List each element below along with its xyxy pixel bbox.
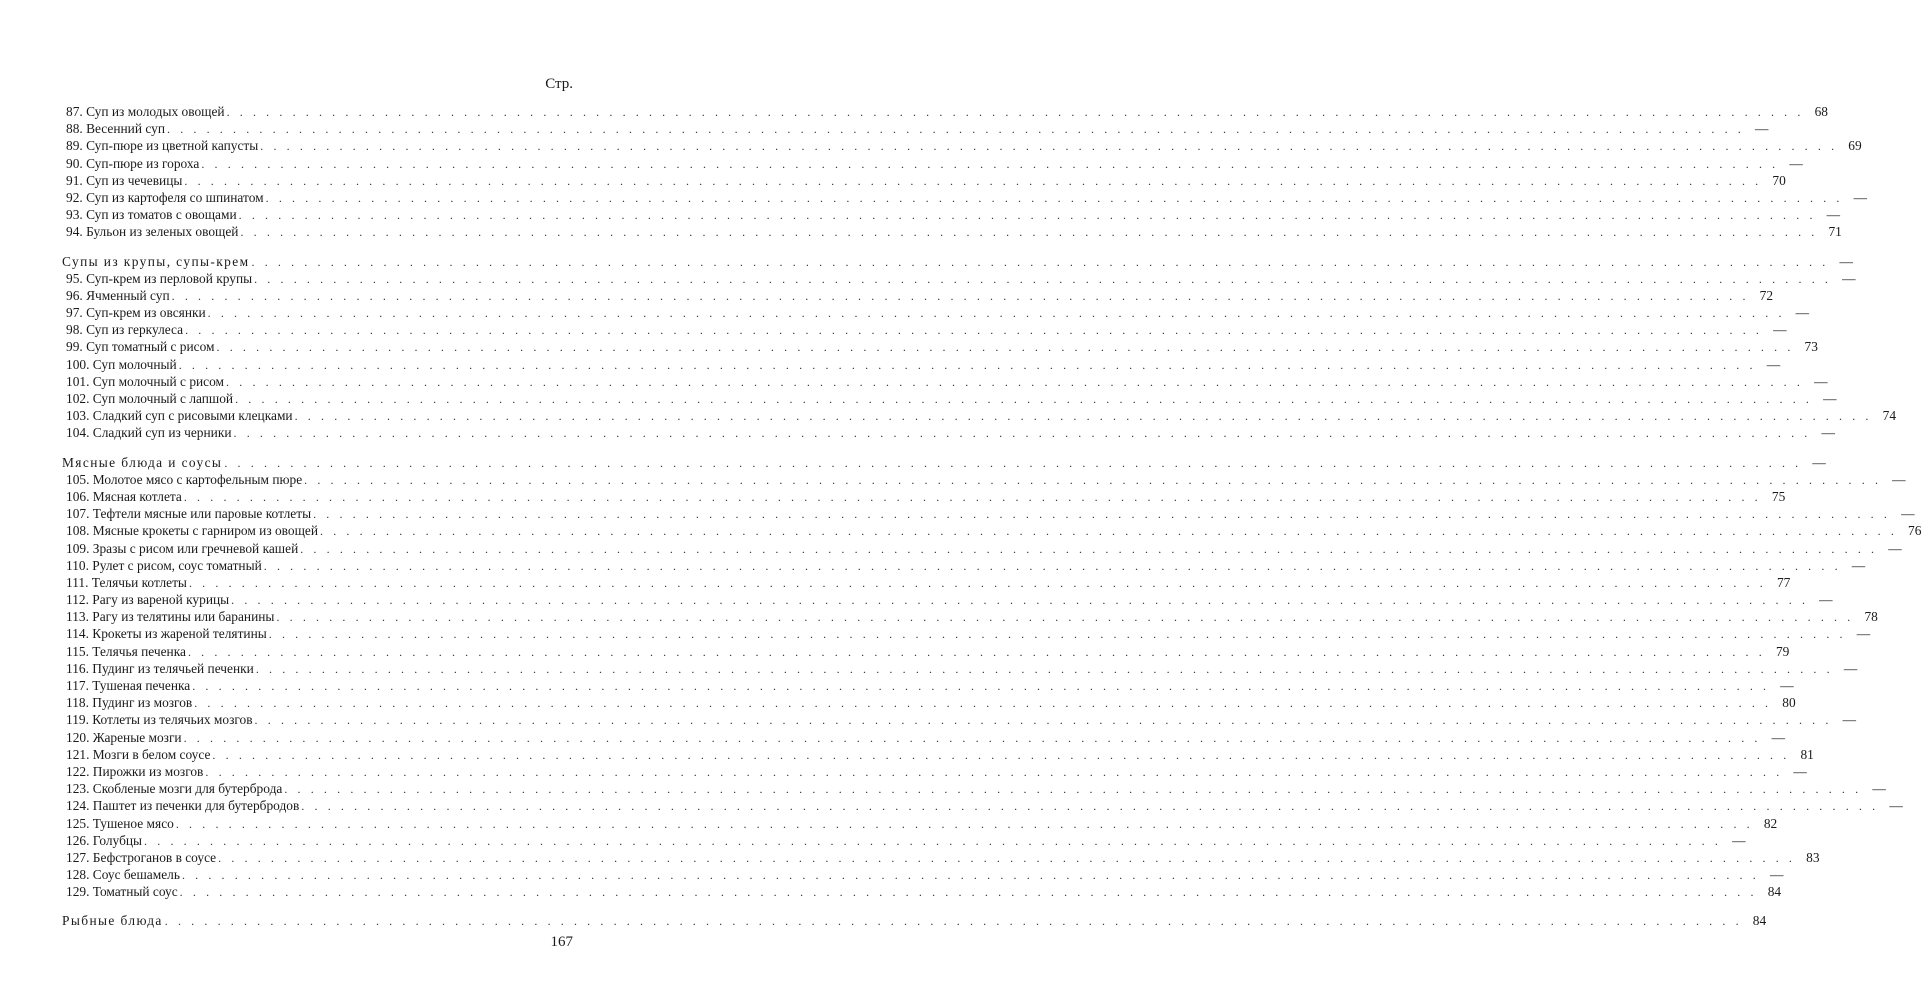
- toc-entry-title: 116. Пудинг из телячьей печенки: [66, 660, 254, 676]
- toc-entry-title: 115. Телячья печенка: [66, 643, 186, 659]
- toc-entry-page: 80: [1782, 695, 1796, 711]
- toc-entry-title: 121. Мозги в белом соусе: [66, 746, 211, 762]
- dot-leader: . . . . . . . . . . . . . . . . . . . . . . . . . . . . . . . . . . . . . . . . . . . . . . . . . . . . . . . . . . . . . . . . . . . . . . . . . . . . . . . . . . . . . . . . . . . . . . . . . . . . . . . . . . . . . . . . . . . . . . . .: [276, 610, 1854, 625]
- toc-section-heading-title: Мясные блюда и соусы: [62, 454, 223, 470]
- dot-leader: . . . . . . . . . . . . . . . . . . . . . . . . . . . . . . . . . . . . . . . . . . . . . . . . . . . . . . . . . . . . . . . . . . . . . . . . . . . . . . . . . . . . . . . . . . . . . . . . . . . . . . . . . . . . . . . . . . . . . . . .: [188, 575, 1767, 590]
- dot-leader: . . . . . . . . . . . . . . . . . . . . . . . . . . . . . . . . . . . . . . . . . . . . . . . . . . . . . . . . . . . . . . . . . . . . . . . . . . . . . . . . . . . . . . . . . . . . . . . . . . . . . . . . . . . . . . . . . . . . . . . .: [175, 816, 1754, 831]
- toc-entry-title: 118. Пудинг из мозгов: [66, 695, 193, 711]
- toc-entry-page: —: [1842, 270, 1856, 286]
- toc-section-heading: [62, 253, 1853, 270]
- toc-entry-title: 99. Суп томатный с рисом: [66, 339, 215, 355]
- dot-leader: . . . . . . . . . . . . . . . . . . . . . . . . . . . . . . . . . . . . . . . . . . . . . . . . . . . . . . . . . . . . . . . . . . . . . . . . . . . . . . . . . . . . . . . . . . . . . . . . . . . . . . . . . . . . . . . . . . . . . . . .: [251, 254, 1829, 269]
- dot-leader: . . . . . . . . . . . . . . . . . . . . . . . . . . . . . . . . . . . . . . . . . . . . . . . . . . . . . . . . . . . . . . . . . . . . . . . . . . . . . . . . . . . . . . . . . . . . . . . . . . . . . . . . . . . . . . . . . . . . . . . .: [294, 409, 1873, 424]
- toc-entry: [62, 797, 1903, 814]
- dot-leader: . . . . . . . . . . . . . . . . . . . . . . . . . . . . . . . . . . . . . . . . . . . . . . . . . . . . . . . . . . . . . . . . . . . . . . . . . . . . . . . . . . . . . . . . . . . . . . . . . . . . . . . . . . . . . . . . . . . . . . . .: [238, 208, 1817, 223]
- toc-entry-title: 120. Жареные мозги: [66, 729, 182, 745]
- toc-section-heading-title: Супы из крупы, супы-крем: [62, 253, 250, 269]
- toc-entry-page: —: [1814, 373, 1828, 389]
- dot-leader: . . . . . . . . . . . . . . . . . . . . . . . . . . . . . . . . . . . . . . . . . . . . . . . . . . . . . . . . . . . . . . . . . . . . . . . . . . . . . . . . . . . . . . . . . . . . . . . . . . . . . . . . . . . . . . . . . . . . . . . .: [183, 489, 1762, 504]
- dot-leader: . . . . . . . . . . . . . . . . . . . . . . . . . . . . . . . . . . . . . . . . . . . . . . . . . . . . . . . . . . . . . . . . . . . . . . . . . . . . . . . . . . . . . . . . . . . . . . . . . . . . . . . . . . . . . . . . . . . . . . . .: [184, 173, 1762, 188]
- dot-leader: . . . . . . . . . . . . . . . . . . . . . . . . . . . . . . . . . . . . . . . . . . . . . . . . . . . . . . . . . . . . . . . . . . . . . . . . . . . . . . . . . . . . . . . . . . . . . . . . . . . . . . . . . . . . . . . . . . . . . . . .: [171, 288, 1750, 303]
- toc-entry: [62, 206, 1841, 223]
- toc-entry-page: —: [1755, 121, 1769, 137]
- toc-entry-page: —: [1771, 729, 1786, 745]
- toc-entry: [62, 287, 1774, 304]
- toc-entry: [62, 883, 1782, 900]
- toc-entry-title: 104. Сладкий суп из черники: [66, 425, 232, 441]
- toc-entry-title: 100. Суп молочный: [66, 356, 177, 372]
- page-number: 167: [550, 934, 573, 950]
- toc-entry-title: 110. Рулет с рисом, соус томатный: [66, 557, 262, 573]
- toc-entry: [62, 729, 1786, 746]
- dot-leader: . . . . . . . . . . . . . . . . . . . . . . . . . . . . . . . . . . . . . . . . . . . . . . . . . . . . . . . . . . . . . . . . . . . . . . . . . . . . . . . . . . . . . . . . . . . . . . . . . . . . . . . . . . . . . . . . . . . . . . . .: [201, 156, 1779, 171]
- toc-entry: [62, 780, 1886, 797]
- dot-leader: . . . . . . . . . . . . . . . . . . . . . . . . . . . . . . . . . . . . . . . . . . . . . . . . . . . . . . . . . . . . . . . . . . . . . . . . . . . . . . . . . . . . . . . . . . . . . . . . . . . . . . . . . . . . . . . . . . . . . . . .: [255, 661, 1834, 676]
- toc-entry: [62, 849, 1820, 866]
- dot-leader: . . . . . . . . . . . . . . . . . . . . . . . . . . . . . . . . . . . . . . . . . . . . . . . . . . . . . . . . . . . . . . . . . . . . . . . . . . . . . . . . . . . . . . . . . . . . . . . . . . . . . . . . . . . . . . . . . . . . . . . .: [265, 190, 1844, 205]
- toc-entry-title: 106. Мясная котлета: [66, 488, 182, 504]
- toc-entry: [62, 304, 1810, 321]
- toc-entry-page: —: [1795, 305, 1810, 321]
- dot-leader: . . . . . . . . . . . . . . . . . . . . . . . . . . . . . . . . . . . . . . . . . . . . . . . . . . . . . . . . . . . . . . . . . . . . . . . . . . . . . . . . . . . . . . . . . . . . . . . . . . . . . . . . . . . . . . . . . . . . . . . .: [284, 782, 1862, 797]
- toc-entry: [62, 677, 1794, 694]
- toc-entry: [62, 155, 1803, 172]
- toc-entry-page: —: [1843, 660, 1858, 676]
- toc-entry: [62, 137, 1862, 154]
- table-of-contents: [62, 103, 1921, 930]
- toc-entry-title: 124. Паштет из печенки для бутербродов: [66, 798, 300, 814]
- toc-entry-page: —: [1823, 391, 1837, 406]
- toc-entry-title: 128. Соус бешамель: [66, 867, 180, 883]
- toc-section-heading-page: 84: [1752, 913, 1767, 929]
- dot-leader: . . . . . . . . . . . . . . . . . . . . . . . . . . . . . . . . . . . . . . . . . . . . . . . . . . . . . . . . . . . . . . . . . . . . . . . . . . . . . . . . . . . . . . . . . . . . . . . . . . . . . . . . . . . . . . . . . . . . . . . .: [218, 850, 1796, 865]
- dot-leader: . . . . . . . . . . . . . . . . . . . . . . . . . . . . . . . . . . . . . . . . . . . . . . . . . . . . . . . . . . . . . . . . . . . . . . . . . . . . . . . . . . . . . . . . . . . . . . . . . . . . . . . . . . . . . . . . . . . . . . . .: [207, 306, 1786, 321]
- dot-leader: . . . . . . . . . . . . . . . . . . . . . . . . . . . . . . . . . . . . . . . . . . . . . . . . . . . . . . . . . . . . . . . . . . . . . . . . . . . . . . . . . . . . . . . . . . . . . . . . . . . . . . . . . . . . . . . . . . . . . . . .: [320, 524, 1898, 539]
- toc-entry-title: 95. Суп-крем из перловой крупы: [66, 270, 253, 286]
- toc-entry-title: 125. Тушеное мясо: [66, 815, 174, 831]
- toc-entry-page: 81: [1800, 746, 1814, 762]
- dot-leader: . . . . . . . . . . . . . . . . . . . . . . . . . . . . . . . . . . . . . . . . . . . . . . . . . . . . . . . . . . . . . . . . . . . . . . . . . . . . . . . . . . . . . . . . . . . . . . . . . . . . . . . . . . . . . . . . . . . . . . . .: [194, 696, 1772, 711]
- dot-leader: . . . . . . . . . . . . . . . . . . . . . . . . . . . . . . . . . . . . . . . . . . . . . . . . . . . . . . . . . . . . . . . . . . . . . . . . . . . . . . . . . . . . . . . . . . . . . . . . . . . . . . . . . . . . . . . . . . . . . . . .: [254, 713, 1832, 728]
- toc-entry-title: 119. Котлеты из телячьих мозгов: [66, 712, 253, 728]
- toc-entry-page: 84: [1767, 884, 1782, 900]
- toc-entry-page: —: [1872, 781, 1886, 797]
- toc-entry: [62, 338, 1818, 355]
- toc-entry-page: 72: [1759, 287, 1774, 303]
- toc-entry-title: 103. Сладкий суп с рисовыми клецками: [66, 408, 293, 424]
- dot-leader: . . . . . . . . . . . . . . . . . . . . . . . . . . . . . . . . . . . . . . . . . . . . . . . . . . . . . . . . . . . . . . . . . . . . . . . . . . . . . . . . . . . . . . . . . . . . . . . . . . . . . . . . . . . . . . . . . . . . . . . .: [205, 764, 1783, 779]
- toc-entry-page: —: [1892, 471, 1906, 487]
- toc-entry-title: 105. Молотое мясо с картофельным пюре: [66, 471, 303, 487]
- toc-entry: [62, 711, 1856, 728]
- toc-entry-page: —: [1773, 322, 1787, 338]
- dot-leader: . . . . . . . . . . . . . . . . . . . . . . . . . . . . . . . . . . . . . . . . . . . . . . . . . . . . . . . . . . . . . . . . . . . . . . . . . . . . . . . . . . . . . . . . . . . . . . . . . . . . . . . . . . . . . . . . . . . . . . . .: [144, 833, 1722, 848]
- toc-entry: [62, 574, 1791, 591]
- toc-entry-title: 96. Ячменный суп: [66, 287, 170, 303]
- dot-leader: . . . . . . . . . . . . . . . . . . . . . . . . . . . . . . . . . . . . . . . . . . . . . . . . . . . . . . . . . . . . . . . . . . . . . . . . . . . . . . . . . . . . . . . . . . . . . . . . . . . . . . . . . . . . . . . . . . . . . . . .: [240, 225, 1818, 240]
- toc-section-heading-title: Рыбные блюда: [62, 913, 163, 929]
- toc-entry: [62, 424, 1835, 441]
- toc-entry-page: 83: [1806, 849, 1820, 865]
- toc-entry-page: —: [1766, 356, 1781, 372]
- toc-section-heading-page: —: [1812, 454, 1826, 470]
- toc-entry-page: 69: [1848, 138, 1862, 154]
- toc-entry-title: 92. Суп из картофеля со шпинатом: [66, 189, 264, 205]
- toc-entry: [62, 815, 1778, 832]
- toc-entry-title: 102. Суп молочный с лапшой: [66, 391, 234, 406]
- toc-entry-title: 114. Крокеты из жареной телятины: [66, 626, 267, 642]
- toc-entry-page: —: [1789, 155, 1803, 171]
- toc-entry-page: —: [1826, 207, 1841, 223]
- toc-entry-page: 79: [1775, 643, 1790, 659]
- toc-entry-title: 122. Пирожки из мозгов: [66, 763, 204, 779]
- dot-leader: . . . . . . . . . . . . . . . . . . . . . . . . . . . . . . . . . . . . . . . . . . . . . . . . . . . . . . . . . . . . . . . . . . . . . . . . . . . . . . . . . . . . . . . . . . . . . . . . . . . . . . . . . . . . . . . . . . . . . . . .: [216, 340, 1794, 355]
- toc-entry-title: 108. Мясные крокеты с гарниром из овощей: [66, 523, 319, 539]
- toc-section-heading: [62, 912, 1767, 929]
- toc-entry-page: —: [1842, 712, 1856, 728]
- toc-entry: [62, 270, 1856, 287]
- toc-entry-title: 107. Тефтели мясные или паровые котлеты: [66, 506, 312, 522]
- toc-entry-page: 70: [1772, 172, 1786, 188]
- toc-entry: [62, 103, 1828, 120]
- toc-entry: [62, 471, 1906, 488]
- dot-leader: . . . . . . . . . . . . . . . . . . . . . . . . . . . . . . . . . . . . . . . . . . . . . . . . . . . . . . . . . . . . . . . . . . . . . . . . . . . . . . . . . . . . . . . . . . . . . . . . . . . . . . . . . . . . . . . . . . . . . . . .: [178, 357, 1757, 372]
- toc-entry: [62, 694, 1796, 711]
- toc-entry-title: 94. Бульон из зеленых овощей: [66, 224, 239, 240]
- toc-entry-page: 75: [1771, 488, 1786, 504]
- toc-entry-title: 112. Рагу из вареной курицы: [66, 592, 230, 608]
- dot-leader: . . . . . . . . . . . . . . . . . . . . . . . . . . . . . . . . . . . . . . . . . . . . . . . . . . . . . . . . . . . . . . . . . . . . . . . . . . . . . . . . . . . . . . . . . . . . . . . . . . . . . . . . . . . . . . . . . . . . . . . .: [304, 472, 1882, 487]
- toc-entry: [62, 591, 1833, 608]
- dot-leader: . . . . . . . . . . . . . . . . . . . . . . . . . . . . . . . . . . . . . . . . . . . . . . . . . . . . . . . . . . . . . . . . . . . . . . . . . . . . . . . . . . . . . . . . . . . . . . . . . . . . . . . . . . . . . . . . . . . . . . . .: [300, 541, 1878, 556]
- dot-leader: . . . . . . . . . . . . . . . . . . . . . . . . . . . . . . . . . . . . . . . . . . . . . . . . . . . . . . . . . . . . . . . . . . . . . . . . . . . . . . . . . . . . . . . . . . . . . . . . . . . . . . . . . . . . . . . . . . . . . . . .: [263, 558, 1842, 573]
- toc-entry-title: 93. Суп из томатов с овощами: [66, 207, 237, 223]
- toc-section-heading-page: —: [1839, 253, 1853, 269]
- toc-entry-page: 74: [1882, 408, 1897, 424]
- toc-entry-page: —: [1819, 592, 1833, 608]
- toc-entry: [62, 557, 1866, 574]
- toc-entry-page: —: [1769, 867, 1784, 883]
- toc-entry: [62, 407, 1897, 424]
- toc-entry: [62, 321, 1787, 338]
- toc-entry: [62, 356, 1781, 373]
- dot-leader: . . . . . . . . . . . . . . . . . . . . . . . . . . . . . . . . . . . . . . . . . . . . . . . . . . . . . . . . . . . . . . . . . . . . . . . . . . . . . . . . . . . . . . . . . . . . . . . . . . . . . . . . . . . . . . . . . . . . . . . .: [224, 455, 1802, 470]
- dot-leader: . . . . . . . . . . . . . . . . . . . . . . . . . . . . . . . . . . . . . . . . . . . . . . . . . . . . . . . . . . . . . . . . . . . . . . . . . . . . . . . . . . . . . . . . . . . . . . . . . . . . . . . . . . . . . . . . . . . . . . . .: [254, 271, 1832, 286]
- toc-entry-title: 90. Суп-пюре из гороха: [66, 155, 200, 171]
- toc-entry-title: 129. Томатный соус: [66, 884, 178, 900]
- toc-entry-page: 76: [1908, 523, 1921, 539]
- dot-leader: . . . . . . . . . . . . . . . . . . . . . . . . . . . . . . . . . . . . . . . . . . . . . . . . . . . . . . . . . . . . . . . . . . . . . . . . . . . . . . . . . . . . . . . . . . . . . . . . . . . . . . . . . . . . . . . . . . . . . . . .: [233, 426, 1811, 441]
- toc-entry-title: 91. Суп из чечевицы: [66, 172, 183, 188]
- toc-section-heading: [62, 454, 1826, 471]
- toc-entry-title: 88. Весенний суп: [66, 121, 165, 137]
- dot-leader: . . . . . . . . . . . . . . . . . . . . . . . . . . . . . . . . . . . . . . . . . . . . . . . . . . . . . . . . . . . . . . . . . . . . . . . . . . . . . . . . . . . . . . . . . . . . . . . . . . . . . . . . . . . . . . . . . . . . . . . .: [260, 139, 1838, 154]
- dot-leader: . . . . . . . . . . . . . . . . . . . . . . . . . . . . . . . . . . . . . . . . . . . . . . . . . . . . . . . . . . . . . . . . . . . . . . . . . . . . . . . . . . . . . . . . . . . . . . . . . . . . . . . . . . . . . . . . . . . . . . . .: [226, 374, 1804, 389]
- toc-entry: [62, 660, 1858, 677]
- toc-entry: [62, 866, 1784, 883]
- dot-leader: . . . . . . . . . . . . . . . . . . . . . . . . . . . . . . . . . . . . . . . . . . . . . . . . . . . . . . . . . . . . . . . . . . . . . . . . . . . . . . . . . . . . . . . . . . . . . . . . . . . . . . . . . . . . . . . . . . . . . . . .: [181, 868, 1760, 883]
- toc-entry: [62, 746, 1814, 763]
- toc-entry-page: 82: [1763, 815, 1778, 831]
- dot-leader: . . . . . . . . . . . . . . . . . . . . . . . . . . . . . . . . . . . . . . . . . . . . . . . . . . . . . . . . . . . . . . . . . . . . . . . . . . . . . . . . . . . . . . . . . . . . . . . . . . . . . . . . . . . . . . . . . . . . . . . .: [192, 679, 1770, 693]
- toc-entry: [62, 120, 1769, 137]
- toc-entry: [62, 763, 1807, 780]
- toc-entry-page: —: [1851, 557, 1866, 573]
- toc-entry-title: 98. Суп из геркулеса: [66, 322, 184, 338]
- dot-leader: . . . . . . . . . . . . . . . . . . . . . . . . . . . . . . . . . . . . . . . . . . . . . . . . . . . . . . . . . . . . . . . . . . . . . . . . . . . . . . . . . . . . . . . . . . . . . . . . . . . . . . . . . . . . . . . . . . . . . . . .: [164, 914, 1743, 929]
- dot-leader: . . . . . . . . . . . . . . . . . . . . . . . . . . . . . . . . . . . . . . . . . . . . . . . . . . . . . . . . . . . . . . . . . . . . . . . . . . . . . . . . . . . . . . . . . . . . . . . . . . . . . . . . . . . . . . . . . . . . . . . .: [231, 593, 1809, 608]
- toc-entry-page: —: [1856, 626, 1871, 642]
- toc-entry: [62, 643, 1790, 660]
- dot-leader: . . . . . . . . . . . . . . . . . . . . . . . . . . . . . . . . . . . . . . . . . . . . . . . . . . . . . . . . . . . . . . . . . . . . . . . . . . . . . . . . . . . . . . . . . . . . . . . . . . . . . . . . . . . . . . . . . . . . . . . .: [301, 799, 1879, 814]
- toc-entry: [62, 505, 1915, 522]
- toc-entry-title: 89. Суп-пюре из цветной капусты: [66, 138, 259, 154]
- toc-entry-title: 87. Суп из молодых овощей: [66, 104, 225, 119]
- toc-entry: [62, 608, 1878, 625]
- toc-entry-page: —: [1901, 506, 1915, 522]
- toc-entry-title: 113. Рагу из телятины или баранины: [66, 609, 275, 625]
- toc-entry-title: 123. Скобленые мозги для бутерброда: [66, 781, 283, 797]
- toc-entry: [62, 540, 1902, 557]
- page-column-header: Стр.: [545, 76, 573, 92]
- toc-entry-title: 127. Бефстроганов в соусе: [66, 849, 217, 865]
- toc-entry-title: 101. Суп молочный с рисом: [66, 373, 225, 389]
- toc-entry-page: —: [1793, 763, 1807, 779]
- toc-entry: [62, 373, 1828, 390]
- toc-entry-page: —: [1821, 425, 1835, 441]
- toc-entry-title: 109. Зразы с рисом или гречневой кашей: [66, 540, 299, 556]
- toc-entry-page: 78: [1864, 609, 1878, 625]
- dot-leader: . . . . . . . . . . . . . . . . . . . . . . . . . . . . . . . . . . . . . . . . . . . . . . . . . . . . . . . . . . . . . . . . . . . . . . . . . . . . . . . . . . . . . . . . . . . . . . . . . . . . . . . . . . . . . . . . . . . . . . . .: [187, 644, 1766, 659]
- toc-entry: [62, 522, 1921, 539]
- toc-entry-page: —: [1889, 798, 1903, 814]
- toc-entry-page: 68: [1814, 104, 1828, 119]
- toc-entry-title: 117. Тушеная печенка: [66, 678, 191, 693]
- toc-entry-page: —: [1853, 189, 1868, 205]
- toc-entry-title: 97. Суп-крем из овсянки: [66, 305, 206, 321]
- toc-entry: [62, 172, 1786, 189]
- dot-leader: . . . . . . . . . . . . . . . . . . . . . . . . . . . . . . . . . . . . . . . . . . . . . . . . . . . . . . . . . . . . . . . . . . . . . . . . . . . . . . . . . . . . . . . . . . . . . . . . . . . . . . . . . . . . . . . . . . . . . . . .: [185, 323, 1763, 338]
- toc-entry-page: 73: [1804, 339, 1818, 355]
- dot-leader: . . . . . . . . . . . . . . . . . . . . . . . . . . . . . . . . . . . . . . . . . . . . . . . . . . . . . . . . . . . . . . . . . . . . . . . . . . . . . . . . . . . . . . . . . . . . . . . . . . . . . . . . . . . . . . . . . . . . . . . .: [167, 122, 1745, 137]
- toc-entry: [62, 832, 1746, 849]
- dot-leader: . . . . . . . . . . . . . . . . . . . . . . . . . . . . . . . . . . . . . . . . . . . . . . . . . . . . . . . . . . . . . . . . . . . . . . . . . . . . . . . . . . . . . . . . . . . . . . . . . . . . . . . . . . . . . . . . . . . . . . . .: [183, 730, 1762, 745]
- toc-entry-title: 126. Голубцы: [66, 832, 143, 848]
- dot-leader: . . . . . . . . . . . . . . . . . . . . . . . . . . . . . . . . . . . . . . . . . . . . . . . . . . . . . . . . . . . . . . . . . . . . . . . . . . . . . . . . . . . . . . . . . . . . . . . . . . . . . . . . . . . . . . . . . . . . . . . .: [235, 392, 1813, 406]
- toc-entry-page: 77: [1776, 574, 1791, 590]
- dot-leader: . . . . . . . . . . . . . . . . . . . . . . . . . . . . . . . . . . . . . . . . . . . . . . . . . . . . . . . . . . . . . . . . . . . . . . . . . . . . . . . . . . . . . . . . . . . . . . . . . . . . . . . . . . . . . . . . . . . . . . . .: [313, 507, 1891, 522]
- toc-entry: [62, 488, 1786, 505]
- dot-leader: . . . . . . . . . . . . . . . . . . . . . . . . . . . . . . . . . . . . . . . . . . . . . . . . . . . . . . . . . . . . . . . . . . . . . . . . . . . . . . . . . . . . . . . . . . . . . . . . . . . . . . . . . . . . . . . . . . . . . . . .: [212, 747, 1790, 762]
- toc-entry-title: 111. Телячьи котлеты: [66, 574, 187, 590]
- toc-entry: [62, 189, 1868, 206]
- toc-entry: [62, 390, 1837, 407]
- toc-entry-page: —: [1732, 832, 1746, 848]
- toc-entry: [62, 223, 1842, 240]
- dot-leader: . . . . . . . . . . . . . . . . . . . . . . . . . . . . . . . . . . . . . . . . . . . . . . . . . . . . . . . . . . . . . . . . . . . . . . . . . . . . . . . . . . . . . . . . . . . . . . . . . . . . . . . . . . . . . . . . . . . . . . . .: [226, 105, 1804, 119]
- dot-leader: . . . . . . . . . . . . . . . . . . . . . . . . . . . . . . . . . . . . . . . . . . . . . . . . . . . . . . . . . . . . . . . . . . . . . . . . . . . . . . . . . . . . . . . . . . . . . . . . . . . . . . . . . . . . . . . . . . . . . . . .: [179, 885, 1758, 900]
- toc-entry-page: 71: [1828, 224, 1842, 240]
- toc-entry-page: —: [1780, 678, 1794, 693]
- toc-entry-page: —: [1888, 540, 1902, 556]
- toc-entry: [62, 625, 1871, 642]
- dot-leader: . . . . . . . . . . . . . . . . . . . . . . . . . . . . . . . . . . . . . . . . . . . . . . . . . . . . . . . . . . . . . . . . . . . . . . . . . . . . . . . . . . . . . . . . . . . . . . . . . . . . . . . . . . . . . . . . . . . . . . . .: [268, 627, 1847, 642]
